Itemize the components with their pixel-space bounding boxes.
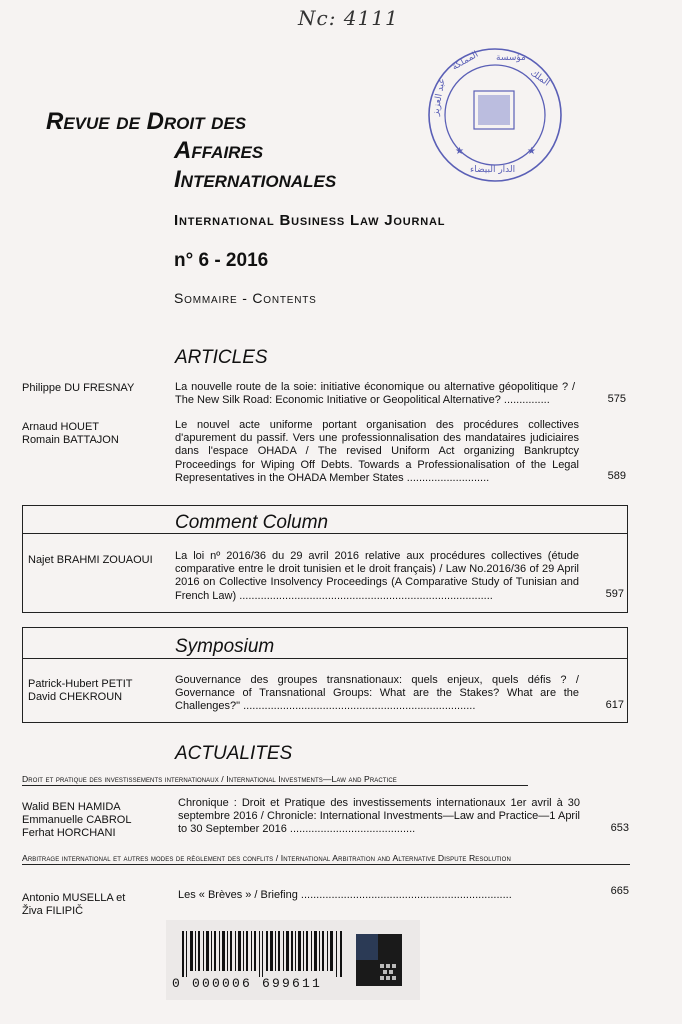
- comment-column-title[interactable]: La loi nº 2016/36 du 29 avril 2016 relative aux procédures collectives (étude comparative entre le droit tunisien et le droit français) / Law No.2016/36 of 29 April 2016 on Collective Insolvency Proceedings (A Comparative Study of Tunisian and French Law) ...................................................................................: [175, 550, 579, 602]
- sommaire-heading: Sommaire - Contents: [174, 290, 317, 306]
- comment-column-heading: Comment Column: [175, 512, 329, 533]
- svg-text:المملكة: المملكة: [450, 49, 481, 73]
- svg-text:★: ★: [455, 146, 464, 157]
- svg-text:عبد العزيز: عبد العزيز: [431, 77, 448, 117]
- barcode: [180, 931, 346, 977]
- actualites-2-title[interactable]: Les « Brèves » / Briefing .....................................................................: [178, 889, 512, 901]
- rubric-arbitration: Arbitrage international et autres modes de règlement des conflits / International Arbitration and Alternative Dispute Resolution: [22, 852, 630, 865]
- actualites-heading: ACTUALITES: [175, 743, 293, 764]
- symposium-divider: [22, 658, 628, 659]
- svg-text:الدار البيضاء: الدار البيضاء: [470, 165, 516, 175]
- symposium-page: 617: [605, 699, 624, 711]
- actualites-1-page: 653: [610, 822, 629, 834]
- svg-text:الملك: الملك: [528, 68, 552, 89]
- barcode-number: 0 000006 699611: [172, 976, 323, 991]
- actualites-1-title[interactable]: Chronique : Droit et Pratique des investissements internationaux 1er avril à 30 septembre 2016 / Chronicle: International Investments—Law and Practice—1 April to 30 September 2016 .........................................: [178, 797, 580, 836]
- rubric-investments: Droit et pratique des investissements internationaux / International Investments—Law and Practice: [22, 773, 528, 786]
- symposium-authors: Patrick-Hubert PETIT David CHEKROUN: [28, 678, 133, 703]
- articles-heading: ARTICLES: [175, 347, 268, 368]
- comment-column-page: 597: [605, 588, 624, 600]
- svg-text:مؤسسة: مؤسسة: [496, 53, 526, 63]
- article-1-page: 575: [607, 393, 626, 405]
- symposium-heading: Symposium: [175, 636, 275, 657]
- journal-title-line-1: Revue de Droit des: [46, 108, 247, 135]
- actualites-2-authors: Antonio MUSELLA et Živa FILIPIČ: [22, 892, 126, 917]
- article-2-page: 589: [607, 470, 626, 482]
- comment-column-divider: [22, 533, 628, 534]
- svg-text:★: ★: [527, 146, 536, 157]
- handwritten-note: Nc: 4111: [298, 6, 399, 30]
- article-2-title[interactable]: Le nouvel acte uniforme portant organisation des procédures collectives d'apurement du passif. Vers une professionnalisation des mandataires judiciaires dans l'espace OHADA / The revised Uniform Act organizing Bankruptcy Proceedings for Wiping Off Debts. Towards a Professionalisation of the Legal Representatives in the OHADA Member States ...........................: [175, 419, 579, 484]
- symposium-title[interactable]: Gouvernance des groupes transnationaux: quels enjeux, quels défis ? / Governance of Transnational Groups: What are the Stakes? What are the Challenges?" ............................................................................: [175, 674, 579, 713]
- library-stamp: [426, 46, 564, 184]
- actualites-2-page: 665: [610, 885, 629, 897]
- article-2-authors: Arnaud HOUET Romain BATTAJON: [22, 421, 119, 446]
- journal-subtitle: International Business Law Journal: [174, 212, 446, 229]
- journal-title-line-2: Affaires: [174, 137, 264, 164]
- article-1-title[interactable]: La nouvelle route de la soie: initiative économique ou alternative géopolitique ? / The New Silk Road: Economic Initiative or Geopolitical Alternative? ...............: [175, 381, 575, 407]
- article-1-authors: Philippe DU FRESNAY: [22, 382, 135, 394]
- publisher-logo: [356, 934, 402, 986]
- issue-number: n° 6 - 2016: [174, 250, 269, 271]
- comment-column-author: Najet BRAHMI ZOUAOUI: [28, 554, 153, 566]
- journal-title-line-3: Internationales: [174, 166, 337, 193]
- actualites-1-authors: Walid BEN HAMIDA Emmanuelle CABROL Ferhat HORCHANI: [22, 801, 132, 839]
